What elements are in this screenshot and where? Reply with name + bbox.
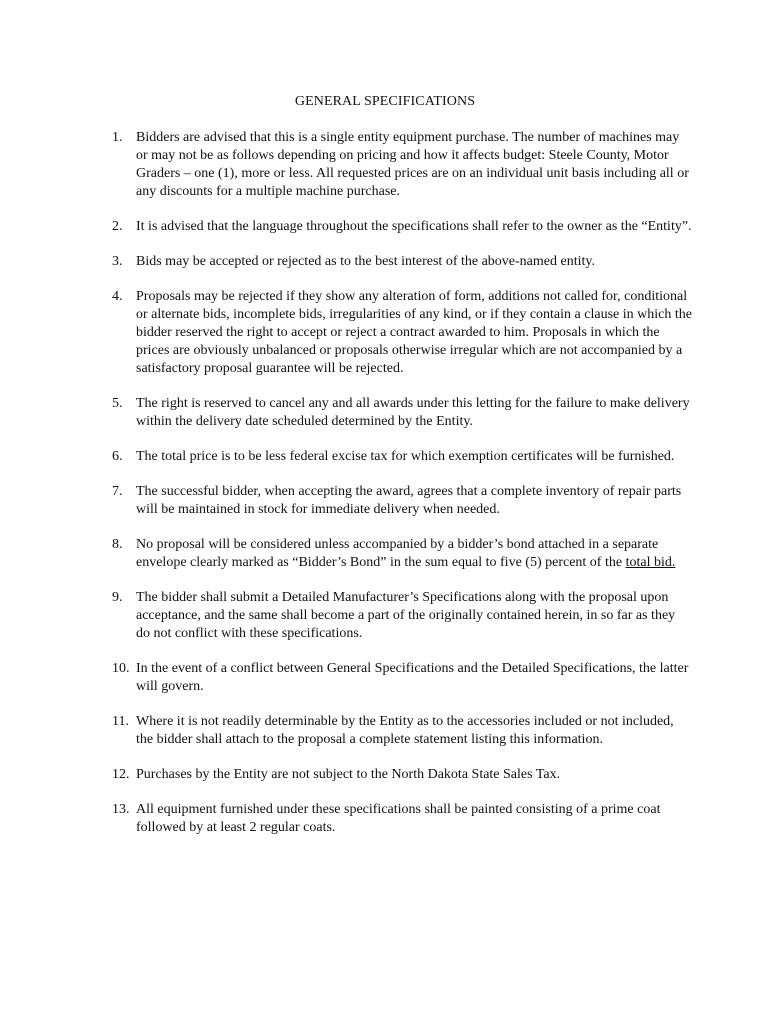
item-text: Bids may be accepted or rejected as to the best interest of the above-named entity. <box>136 254 595 269</box>
item-number: 1. <box>112 130 123 145</box>
spec-item-4 <box>112 288 692 378</box>
item-number: 7. <box>112 484 123 499</box>
item-number: 10. <box>112 661 130 676</box>
item-text: Bidders are advised that this is a single entity equipment purchase. The number of machines may or may not be as follows depending on pricing and how it affects budget: Steele County, Motor Graders – one (1), more or less. All requested prices are on an individual unit basis including all or any discounts for a multiple machine purchase. <box>136 130 689 199</box>
spec-item-5 <box>112 395 692 431</box>
specifications-list <box>112 129 692 854</box>
item-text: The successful bidder, when accepting the award, agrees that a complete inventory of repair parts will be maintained in stock for immediate delivery when needed. <box>136 484 682 517</box>
item-text: The right is reserved to cancel any and all awards under this letting for the failure to make delivery within the delivery date scheduled determined by the Entity. <box>136 396 690 429</box>
spec-item-13 <box>112 801 692 837</box>
item-number: 8. <box>112 537 123 552</box>
spec-item-2 <box>112 218 692 236</box>
spec-item-11 <box>112 713 692 749</box>
spec-item-3 <box>112 253 692 271</box>
item-text-main: No proposal will be considered unless accompanied by a bidder’s bond attached in a separate envelope clearly marked as “Bidder’s Bond” in the sum equal to five (5) percent of the <box>136 537 659 570</box>
item-text: Purchases by the Entity are not subject to the North Dakota State Sales Tax. <box>136 767 561 782</box>
item-text: All equipment furnished under these specifications shall be painted consisting of a prime coat followed by at least 2 regular coats. <box>136 802 661 835</box>
item-text <box>136 536 692 572</box>
item-text: The total price is to be less federal excise tax for which exemption certificates will be furnished. <box>136 449 675 464</box>
item-text: Proposals may be rejected if they show any alteration of form, additions not called for, conditional or alternate bids, incomplete bids, irregularities of any kind, or if they contain a clause in which the bidder reserved the right to accept or reject a contract awarded to him. Proposals in which the prices are obviously unbalanced or proposals otherwise irregular which are not accompanied by a satisfactory proposal guarantee will be rejected. <box>136 289 692 376</box>
item-text: In the event of a conflict between General Specifications and the Detailed Specifications, the latter will govern. <box>136 661 689 694</box>
spec-item-8 <box>112 536 692 572</box>
spec-item-12 <box>112 766 692 784</box>
item-number: 9. <box>112 590 123 605</box>
spec-item-6 <box>112 448 692 466</box>
spec-item-1 <box>112 129 692 201</box>
item-number: 12. <box>112 767 130 782</box>
item-text: Where it is not readily determinable by the Entity as to the accessories included or not included, the bidder shall attach to the proposal a complete statement listing this information. <box>136 714 674 747</box>
item-number: 2. <box>112 219 123 234</box>
item-number: 11. <box>112 714 129 729</box>
item-number: 4. <box>112 289 123 304</box>
item-number: 13. <box>112 802 130 817</box>
item-number: 3. <box>112 254 123 269</box>
spec-item-7 <box>112 483 692 519</box>
item-number: 6. <box>112 449 123 464</box>
spec-item-10 <box>112 660 692 696</box>
page-title: GENERAL SPECIFICATIONS <box>294 94 476 109</box>
underlined-phrase: total bid. <box>625 555 676 570</box>
item-text: The bidder shall submit a Detailed Manufacturer’s Specifications along with the proposal upon acceptance, and the same shall become a part of the originally contained herein, in so far as they do not conflict with these specifications. <box>136 590 676 641</box>
spec-item-9 <box>112 589 692 643</box>
item-number: 5. <box>112 396 123 411</box>
item-text: It is advised that the language throughout the specifications shall refer to the owner as the “Entity”. <box>136 219 692 234</box>
